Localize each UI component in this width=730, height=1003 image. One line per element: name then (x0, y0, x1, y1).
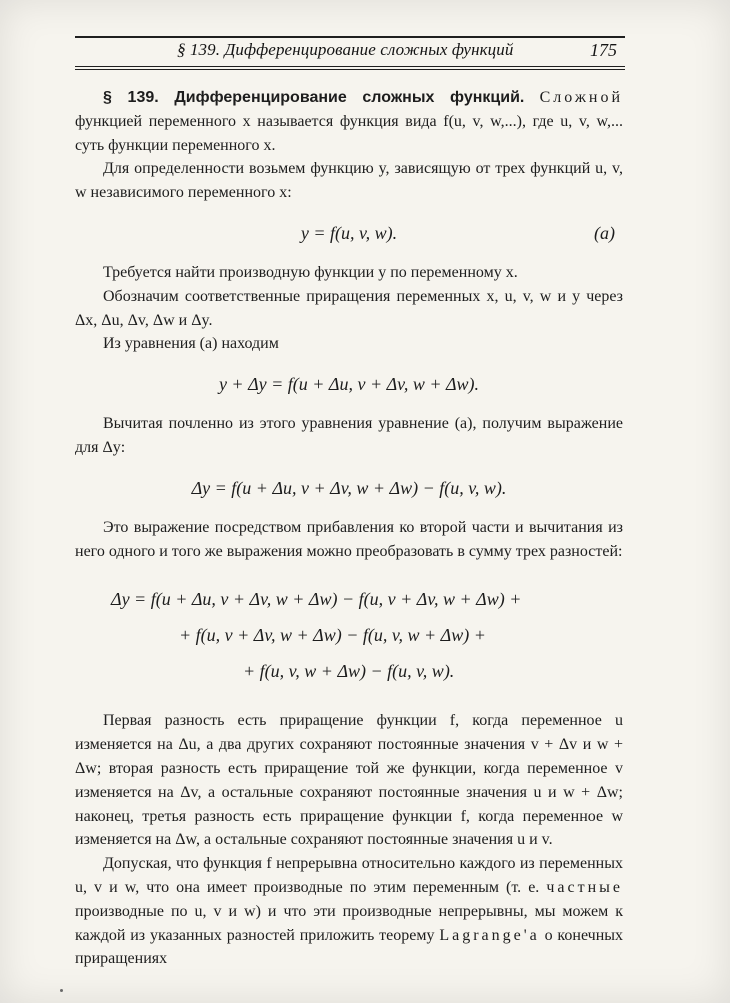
paragraph-lagrange (75, 852, 623, 971)
running-title: § 139. Дифференцирование сложных функций (177, 40, 514, 59)
lagrange-text-start: Допуская, что функция f непрерывна относительно каждого из переменных u, v и w, что она имеет производные по этим переменным (т. е. (75, 855, 623, 896)
paragraph-definiteness: Для определенности возьмем функцию y, зависящую от трех функций u, v, w независимого переменного x: (75, 160, 623, 202)
equation-a (75, 219, 623, 247)
page-body (75, 86, 623, 971)
paragraph-transform: Это выражение посредством прибавления ко второй части и вычитания из него одного и того же выражения можно преобразовать в сумму трех разностей: (75, 518, 623, 560)
page-number: 175 (590, 40, 617, 60)
paragraph-from-equation: Из уравнения (a) находим (103, 335, 279, 353)
intro-text: функцией переменного x называется функция вида f(u, v, w,...), где u, v, w,... суть функции переменного x. (75, 112, 623, 154)
equation-delta-y: Δy = f(u + Δu, v + Δv, w + Δw) − f(u, v, w). (191, 477, 507, 498)
term-partial: частные (546, 878, 623, 896)
defined-term: Сложной (539, 89, 624, 106)
lagrange-name: Lagrange'a (439, 926, 540, 944)
equation-sum-of-differences (75, 581, 623, 689)
paragraph-goal: Требуется найти производную функции y по переменному x. (103, 263, 518, 281)
equation-sum-line-1: Δy = f(u + Δu, v + Δv, w + Δw) − f(u, v + Δv, w + Δw) + (111, 589, 522, 610)
section-heading: § 139. Дифференцирование сложных функций. (103, 89, 525, 106)
page-speck (60, 989, 63, 992)
paragraph-subtracting: Вычитая почленно из этого уравнения уравнение (a), получим выражение для Δy: (75, 415, 623, 456)
equation-sum-line-3: + f(u, v, w + Δw) − f(u, v, w). (243, 661, 455, 682)
equation-a-tag: (a) (594, 222, 615, 243)
lagrange-text-end: о конечных приращениях (75, 926, 624, 968)
page-header (75, 36, 625, 70)
paragraph-section-intro (75, 86, 623, 157)
paragraph-increments: Обозначим соответственные приращения переменных x, u, v, w и y через Δx, Δu, Δv, Δw и Δy. (75, 287, 623, 329)
equation-increment: y + Δy = f(u + Δu, v + Δv, w + Δw). (218, 374, 480, 395)
equation-a-body: y = f(u, v, w). (300, 222, 398, 243)
equation-sum-line-2: + f(u, v + Δv, w + Δw) − f(u, v, w + Δw) + (179, 625, 486, 646)
lagrange-text-mid: производные по u, v и w) и что эти производные непрерывны, мы можем к каждой из указанных разностей приложить теорему (75, 902, 623, 944)
paragraph-differences-explained: Первая разность есть приращение функции f, когда переменное u изменяется на Δu, а два других сохраняют постоянные значения v + Δv и w + Δw; вторая разность есть приращение той же функции, когда переменное v изменяется на Δv, а остальные сохраняют постоянные значения u и w + Δw; наконец, третья разность есть приращение функции f, когда переменное w изменяется на Δw, а остальные сохраняют постоянные значения u и v. (75, 712, 623, 849)
